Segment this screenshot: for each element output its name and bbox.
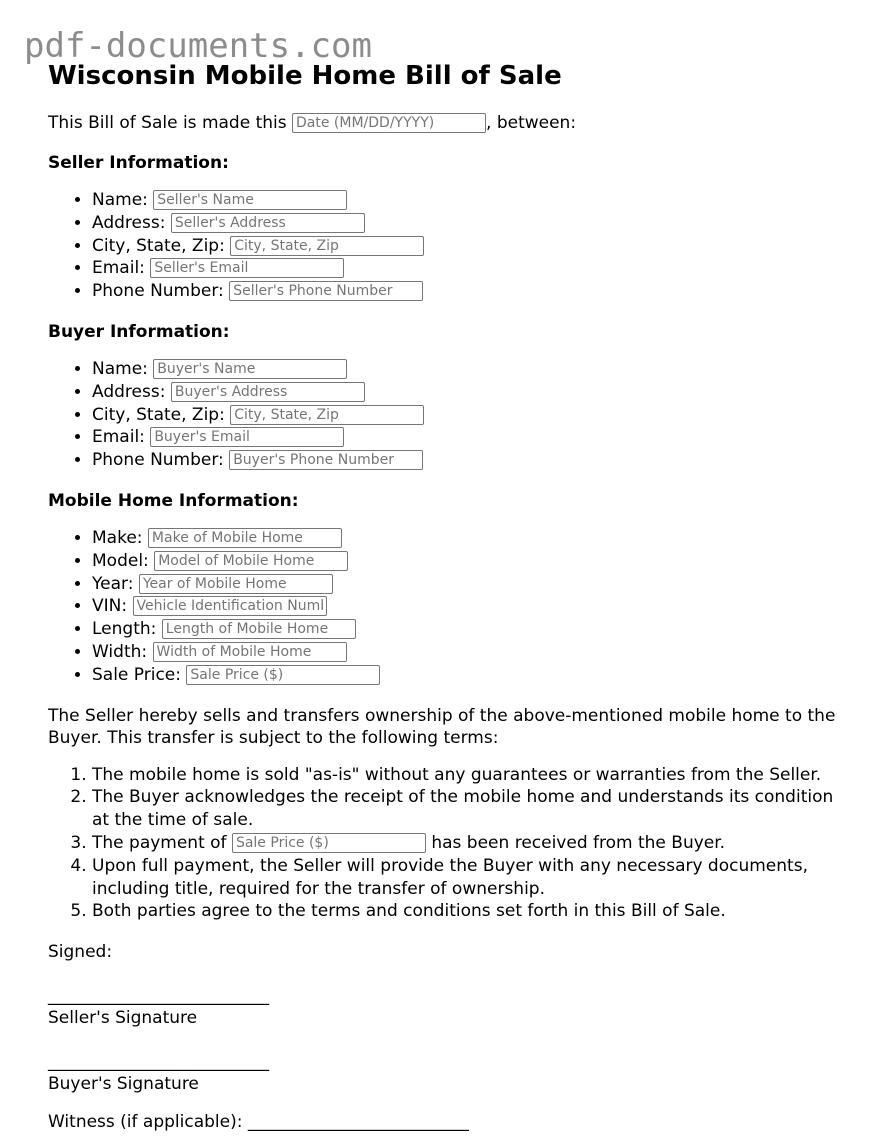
intro-prefix: This Bill of Sale is made this [48,113,287,133]
field-label: Model: [92,550,149,571]
signed-label: Signed: [48,942,113,963]
field-label: Phone Number: [92,450,224,471]
field-label: City, State, Zip: [92,235,225,256]
list-item [92,235,848,258]
seller-heading: Seller Information: [48,153,229,173]
list-item [92,449,848,472]
bill-of-sale-document [48,58,848,1133]
seller-signature-label: Seller's Signature [48,1008,198,1029]
list-item [92,527,848,550]
list-item [92,641,848,664]
year-input[interactable] [139,574,333,594]
buyer-fields-list [48,358,848,472]
sale-price-input[interactable] [186,665,380,685]
buyer-signature-label: Buyer's Signature [48,1074,199,1095]
field-label: City, State, Zip: [92,404,225,425]
seller-email-input[interactable] [150,258,344,278]
intro-suffix: , between: [486,113,577,133]
list-item: 1. The mobile home is sold "as-is" without any guarantees or warranties from the Seller. [92,764,848,787]
mobile-home-heading: Mobile Home Information: [48,490,299,511]
field-label: Address: [92,381,166,402]
terms-list [48,764,848,924]
buyer-heading: Buyer Information: [48,321,230,342]
model-input[interactable] [154,551,348,571]
list-item [92,212,848,235]
buyer-name-input[interactable] [153,359,347,379]
list-item [92,595,848,618]
seller-name-input[interactable] [153,190,347,210]
field-label: Make: [92,527,143,548]
list-item [92,189,848,212]
seller-fields-list [48,189,848,303]
term-3-prefix: The payment of [92,832,227,853]
seller-city-state-zip-input[interactable] [230,236,424,256]
list-item [92,358,848,381]
field-label: Width: [92,641,148,662]
buyer-email-input[interactable] [150,427,344,447]
buyer-signature-block [48,1051,848,1095]
list-item [92,381,848,404]
seller-phone-input[interactable] [229,281,423,301]
list-item [92,280,848,303]
list-item [92,404,848,427]
term-3-suffix: has been received from the Buyer. [431,832,726,853]
field-label: Address: [92,212,166,233]
list-item [92,573,848,596]
seller-address-input[interactable] [171,213,365,233]
list-item [92,664,848,687]
seller-signature-line[interactable]: __________________________ [48,986,269,1007]
buyer-city-state-zip-input[interactable] [230,405,424,425]
mobile-home-fields-list [48,527,848,687]
length-input[interactable] [162,619,356,639]
list-item [92,550,848,573]
list-item: 2. The Buyer acknowledges the receipt of the mobile home and understands its condition at the time of sale. [92,786,848,832]
field-label: Name: [92,358,148,379]
document-title: Wisconsin Mobile Home Bill of Sale [48,61,562,91]
list-item: 5. Both parties agree to the terms and conditions set forth in this Bill of Sale. [92,900,848,923]
field-label: Length: [92,619,157,640]
transfer-paragraph: The Seller hereby sells and transfers ownership of the above-mentioned mobile home to the Buyer. This transfer is subject to the following terms: [48,705,836,748]
buyer-address-input[interactable] [171,382,365,402]
field-label: Sale Price: [92,664,181,685]
payment-amount-input[interactable] [232,833,426,853]
field-label: Phone Number: [92,281,224,302]
watermark-text: pdf-documents.com [24,26,372,66]
intro-line [48,112,848,134]
witness-line [48,1111,848,1133]
witness-signature-line[interactable]: __________________________ [247,1112,469,1133]
buyer-phone-input[interactable] [229,450,423,470]
list-item: 4. Upon full payment, the Seller will provide the Buyer with any necessary documents, including title, required for the transfer of ownership. [92,855,848,901]
field-label: Name: [92,190,148,210]
witness-label: Witness (if applicable): [48,1112,243,1133]
sale-date-input[interactable] [292,113,486,133]
buyer-signature-line[interactable]: __________________________ [48,1052,269,1073]
field-label: VIN: [92,596,128,617]
list-item [92,832,848,855]
list-item [92,257,848,280]
width-input[interactable] [153,642,347,662]
list-item [92,426,848,449]
vin-input[interactable] [133,596,327,616]
field-label: Year: [92,573,134,594]
make-input[interactable] [148,528,342,548]
seller-signature-block [48,985,848,1029]
list-item [92,618,848,641]
field-label: Email: [92,427,145,448]
field-label: Email: [92,258,145,279]
